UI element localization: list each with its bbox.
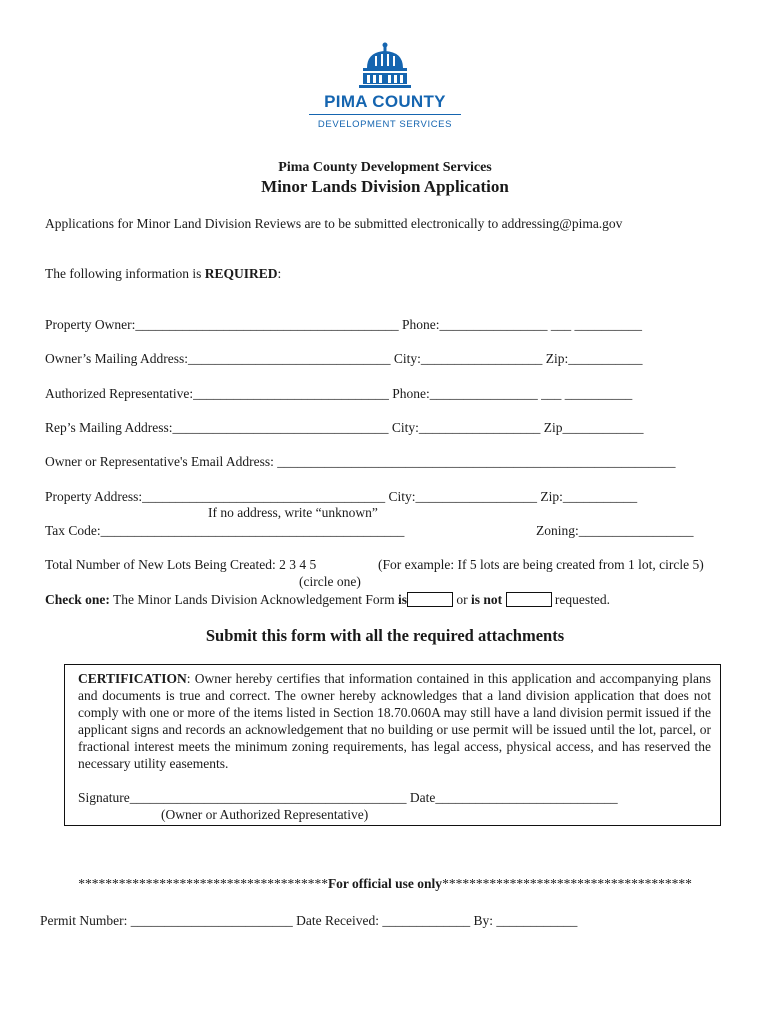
stars-left: ************************************* (78, 876, 328, 891)
required-prefix: The following information is (45, 266, 205, 281)
or-text: or (453, 592, 471, 607)
required-word: REQUIRED (204, 266, 278, 281)
acknowledgement-check (45, 592, 610, 608)
check-one-text: The Minor Lands Division Acknowledgement Form (109, 592, 398, 607)
required-note (45, 266, 281, 282)
logo-subtitle: DEVELOPMENT SERVICES (317, 119, 453, 130)
signature-field[interactable]: Signature_________________________________________ Date___________________________ (78, 790, 618, 805)
email-field[interactable]: Owner or Representative's Email Address: ___________________________________________________________ (45, 454, 676, 469)
required-suffix: : (277, 266, 282, 281)
certification-box (64, 664, 721, 826)
authorized-representative-field[interactable]: Authorized Representative:_____________________________ Phone:________________ ___ __________ (45, 386, 633, 401)
official-use-banner (0, 876, 770, 892)
organization-heading: Pima County Development Services (278, 160, 492, 175)
requested-text: requested. (551, 592, 610, 607)
page-title: Minor Lands Division Application (261, 177, 509, 196)
submit-heading: Submit this form with all the required attachments (205, 626, 565, 645)
address-note: If no address, write “unknown” (208, 505, 378, 520)
is-checkbox[interactable] (407, 592, 453, 607)
official-use-label: For official use only (327, 876, 443, 891)
is-not-label: is not (471, 592, 503, 607)
rep-mailing-address-field[interactable]: Rep’s Mailing Address:________________________________ City:__________________ Zip____________ (45, 420, 644, 435)
owner-mailing-address-field[interactable]: Owner’s Mailing Address:______________________________ City:__________________ Zip:___________ (45, 351, 643, 366)
pima-county-logo (305, 42, 465, 134)
is-not-checkbox[interactable] (506, 592, 552, 607)
stars-right: ************************************* (442, 876, 692, 891)
submission-note: Applications for Minor Land Division Reviews are to be submitted electronically to addressing@pima.gov (45, 216, 623, 231)
property-address-field[interactable]: Property Address:____________________________________ City:__________________ Zip:___________ (45, 489, 638, 504)
zoning-field[interactable]: Zoning:_________________ (536, 523, 694, 538)
certification-body: : Owner hereby certifies that information contained in this application and accompanying plans and documents is true and correct. The owner hereby acknowledges that a land division application that does not comply with one or more of the items listed in Section 18.70.060A may still have a land division permit issued if the applicant signs and records an acknowledgement that no building or use permit will be issued until the lot, parcel, or fractional interest meets the minimum zoning requirements, has legal access, physical access, and has reserved the necessary utility easements. (78, 671, 711, 771)
logo-name: PIMA COUNTY (324, 92, 446, 111)
circle-one-note: (circle one) (299, 574, 361, 589)
property-owner-field[interactable]: Property Owner:_______________________________________ Phone:________________ ___ __________ (45, 317, 642, 332)
permit-line[interactable]: Permit Number: ________________________ Date Received: _____________ By: ____________ (40, 913, 578, 928)
check-one-label: Check one: (45, 592, 110, 607)
certification-label: CERTIFICATION (78, 671, 187, 686)
lots-example: (For example: If 5 lots are being created from 1 lot, circle 5) (378, 557, 704, 572)
tax-code-field[interactable]: Tax Code:_____________________________________________ (45, 523, 405, 538)
is-label: is (397, 592, 407, 607)
logo-divider (309, 114, 461, 115)
courthouse-dome-icon (305, 42, 465, 92)
signature-note: (Owner or Authorized Representative) (161, 807, 369, 822)
lots-count-field[interactable]: Total Number of New Lots Being Created: 2 3 4 5 (45, 557, 317, 572)
certification-text (78, 670, 711, 772)
